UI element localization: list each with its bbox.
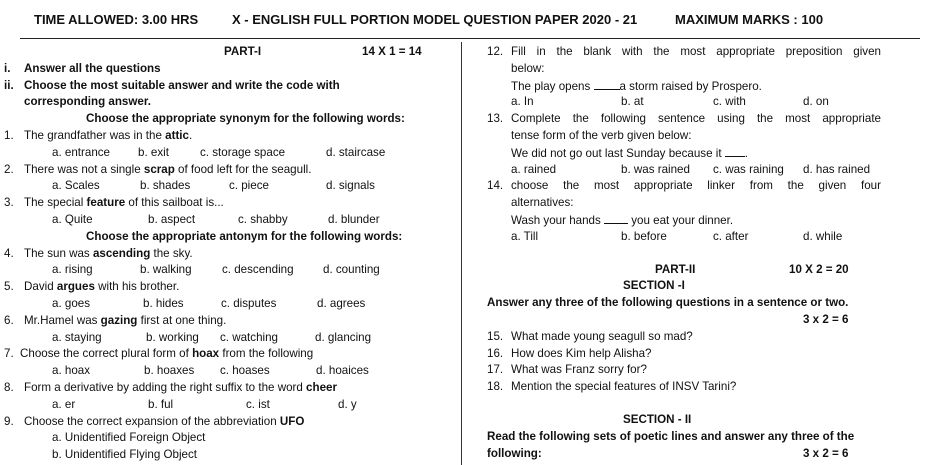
- question-2: [4, 162, 454, 179]
- question-number: 1.: [4, 128, 14, 142]
- part2-marks: 10 X 2 = 20: [789, 262, 849, 276]
- option-c: c. piece: [229, 179, 269, 193]
- option-b: b. Unidentified Flying Object: [52, 448, 197, 462]
- option-c: c. shabby: [238, 212, 288, 226]
- option-b: b. shades: [140, 179, 191, 193]
- instruction-text: Read the following sets of poetic lines and answer any three of the: [487, 429, 855, 443]
- question-text: the sky.: [150, 246, 193, 260]
- question-17: [487, 362, 883, 379]
- question-7: [4, 346, 454, 363]
- question-16: [487, 346, 883, 363]
- question-number: 7.: [4, 347, 14, 361]
- answer-blank: [594, 78, 620, 90]
- question-6: [4, 313, 454, 330]
- question-12: [487, 44, 883, 61]
- option-b: b. before: [621, 229, 667, 243]
- option-d: d. while: [803, 229, 843, 243]
- option-a: a. staying: [52, 330, 102, 344]
- option-a: a. In: [511, 95, 534, 109]
- right-column: [487, 44, 883, 462]
- question-18: [487, 379, 883, 396]
- option-b: b. ful: [148, 397, 174, 411]
- key-word: cheer: [306, 380, 337, 394]
- option-a: a. goes: [52, 296, 91, 310]
- question-text: The special: [24, 196, 87, 210]
- question-14: [487, 178, 883, 195]
- question-13: [487, 111, 883, 128]
- key-word: ascending: [92, 246, 151, 260]
- option-c: c. with: [713, 95, 746, 109]
- question-12-sentence: [487, 78, 883, 95]
- instruction-number: ii.: [4, 78, 14, 92]
- section-marks: 3 x 2 = 6: [803, 446, 849, 460]
- question-text: a storm raised by Prospero.: [619, 79, 762, 93]
- key-word: hoax: [192, 347, 220, 361]
- key-word: gazing: [100, 313, 138, 327]
- question-3-options: [34, 212, 454, 229]
- option-a: a. Scales: [52, 179, 100, 193]
- option-d: d. signals: [326, 179, 375, 193]
- key-word: UFO: [279, 414, 305, 428]
- option-a: a. Till: [511, 229, 539, 243]
- option-d: d. blunder: [328, 212, 380, 226]
- key-word: attic: [165, 128, 189, 142]
- question-text: What was Franz sorry for?: [511, 363, 647, 377]
- option-b: b. was rained: [621, 162, 690, 176]
- part1-marks: 14 X 1 = 14: [362, 45, 422, 58]
- left-column: [4, 44, 454, 464]
- option-c: c. hoases: [220, 364, 270, 378]
- option-d: d. staircase: [326, 145, 386, 159]
- question-1-options: [34, 145, 454, 162]
- option-b: b. hides: [143, 296, 184, 310]
- question-text: How does Kim help Alisha?: [511, 346, 652, 360]
- instruction-1: [4, 61, 454, 78]
- question-number: 18.: [487, 380, 504, 394]
- option-b: b. exit: [138, 145, 169, 159]
- option-d: d. glancing: [315, 330, 372, 344]
- question-4-options: [34, 262, 454, 279]
- antonym-heading: [34, 229, 454, 246]
- section-2-heading: [487, 412, 883, 429]
- instruction-text: following:: [487, 446, 542, 460]
- answer-blank: [604, 212, 628, 224]
- question-text: Choose the correct expansion of the abbreviation: [24, 414, 280, 428]
- question-14-sentence: [487, 212, 883, 229]
- option-d: d. agrees: [317, 296, 366, 310]
- question-number: 17.: [487, 363, 504, 377]
- question-5: [4, 279, 454, 296]
- section-2-instruction: [487, 429, 883, 446]
- answer-blank: [725, 145, 745, 157]
- option-c: c. descending: [222, 263, 294, 277]
- question-13-cont: [487, 128, 883, 145]
- option-a: a. rising: [52, 263, 93, 277]
- question-text: The play opens: [511, 79, 594, 93]
- question-text: The grandfather was in the: [24, 128, 166, 142]
- question-6-options: [34, 330, 454, 347]
- synonym-heading: [34, 111, 454, 128]
- option-c: c. storage space: [200, 145, 286, 159]
- question-text: below:: [511, 61, 545, 75]
- question-text: Choose the correct plural form of: [20, 347, 193, 361]
- question-text: with his brother.: [94, 280, 180, 294]
- question-text: of this sailboat is...: [125, 196, 224, 210]
- section-1-marks: [487, 312, 883, 329]
- question-13-options: [487, 162, 883, 179]
- question-9: [4, 414, 454, 431]
- key-word: feature: [86, 196, 126, 210]
- question-text: We did not go out last Sunday because it: [511, 146, 725, 160]
- question-text: Mention the special features of INSV Tarini?: [511, 380, 737, 394]
- question-text: first at one thing.: [137, 313, 227, 327]
- time-allowed: TIME ALLOWED: 3.00 HRS: [34, 12, 199, 27]
- instruction-text: Choose the most suitable answer and write the code with: [24, 78, 340, 92]
- section-1-instruction: [487, 295, 883, 312]
- column-divider: [461, 42, 462, 465]
- question-text: of food left for the seagull.: [174, 162, 312, 176]
- question-15: [487, 329, 883, 346]
- question-text: What made young seagull so mad?: [511, 329, 693, 343]
- question-number: 16.: [487, 346, 504, 360]
- section-title: SECTION -I: [623, 279, 685, 293]
- part1-heading: [34, 44, 454, 61]
- question-13-sentence: [487, 145, 883, 162]
- question-12-options: [487, 94, 883, 111]
- question-text: Wash your hands: [511, 213, 605, 227]
- question-text: from the following: [219, 347, 314, 361]
- paper-title: X - ENGLISH FULL PORTION MODEL QUESTION PAPER 2020 - 21: [232, 12, 638, 27]
- section-1-heading: [487, 278, 883, 295]
- section-2-instruction-cont: [487, 446, 883, 463]
- question-1: [4, 128, 454, 145]
- spacer: [487, 396, 883, 412]
- section-marks: 3 x 2 = 6: [803, 312, 849, 326]
- option-b: b. walking: [140, 263, 192, 277]
- question-12-cont: [487, 61, 883, 78]
- spacer: [487, 246, 883, 262]
- option-c: c. watching: [220, 330, 278, 344]
- instruction-2: [4, 78, 454, 95]
- option-b: b. aspect: [148, 212, 196, 226]
- question-number: 3.: [4, 196, 14, 210]
- option-c: c. was raining: [713, 162, 784, 176]
- question-number: 4.: [4, 246, 14, 260]
- question-text: Form a derivative by adding the right suffix to the word: [24, 380, 307, 394]
- question-number: 15.: [487, 329, 504, 343]
- question-text: .: [744, 146, 748, 160]
- question-number: 5.: [4, 280, 14, 294]
- option-d: d. y: [338, 397, 357, 411]
- question-7-options: [34, 363, 454, 380]
- option-d: d. hoaices: [316, 364, 369, 378]
- question-text: .: [188, 128, 193, 142]
- question-8: [4, 380, 454, 397]
- part2-title: PART-II: [655, 262, 696, 276]
- section-heading: Choose the appropriate antonym for the following words:: [86, 229, 403, 243]
- instruction-text: Answer any three of the following questions in a sentence or two.: [487, 296, 849, 310]
- question-number: 9.: [4, 414, 14, 428]
- section-heading: Choose the appropriate synonym for the following words:: [86, 112, 405, 126]
- question-4: [4, 246, 454, 263]
- question-text: Fill in the blank with the most appropriate preposition given: [511, 45, 881, 58]
- question-number: 14.: [487, 179, 504, 193]
- question-number: 2.: [4, 162, 14, 176]
- instruction-2-cont: [24, 94, 454, 111]
- question-text: tense form of the verb given below:: [511, 128, 692, 142]
- instruction-text: corresponding answer.: [24, 95, 151, 109]
- question-14-options: [487, 229, 883, 246]
- option-a: a. entrance: [52, 145, 111, 159]
- option-d: d. counting: [323, 263, 380, 277]
- option-a: a. Unidentified Foreign Object: [52, 431, 206, 445]
- paper-header: [0, 8, 935, 30]
- instruction-text: Answer all the questions: [24, 61, 161, 75]
- maximum-marks: MAXIMUM MARKS : 100: [675, 12, 824, 27]
- question-9-option-b: [34, 447, 454, 464]
- question-text: Mr.Hamel was: [24, 313, 101, 327]
- option-a: a. er: [52, 397, 76, 411]
- question-text: alternatives:: [511, 196, 574, 210]
- question-text: you eat your dinner.: [628, 213, 734, 227]
- header-rule: [20, 38, 920, 39]
- option-c: c. ist: [246, 397, 270, 411]
- option-b: b. at: [621, 95, 644, 109]
- question-text: David: [24, 280, 57, 294]
- question-9-option-a: [34, 430, 454, 447]
- part2-heading: [487, 262, 883, 279]
- part1-title: PART-I: [224, 45, 262, 58]
- option-a: a. hoax: [52, 364, 91, 378]
- question-text: Complete the following sentence using the most appropriate: [511, 112, 881, 126]
- question-14-cont: [487, 195, 883, 212]
- question-8-options: [34, 397, 454, 414]
- option-a: a. rained: [511, 162, 557, 176]
- instruction-number: i.: [4, 61, 11, 75]
- question-5-options: [34, 296, 454, 313]
- option-d: d. on: [803, 95, 829, 109]
- question-number: 8.: [4, 380, 14, 394]
- key-word: argues: [56, 280, 95, 294]
- key-word: scrap: [143, 162, 175, 176]
- option-b: b. hoaxes: [144, 364, 195, 378]
- question-text: The sun was: [24, 246, 93, 260]
- question-number: 13.: [487, 112, 504, 126]
- section-title: SECTION - II: [623, 412, 692, 426]
- question-text: choose the most appropriate linker from the given four: [511, 179, 881, 193]
- option-a: a. Quite: [52, 212, 93, 226]
- question-3: [4, 195, 454, 212]
- question-2-options: [34, 178, 454, 195]
- question-text: There was not a single: [24, 162, 144, 176]
- option-c: c. disputes: [221, 296, 277, 310]
- question-number: 6.: [4, 313, 14, 327]
- option-d: d. has rained: [803, 162, 871, 176]
- option-c: c. after: [713, 229, 749, 243]
- question-number: 12.: [487, 45, 504, 58]
- option-b: b. working: [146, 330, 199, 344]
